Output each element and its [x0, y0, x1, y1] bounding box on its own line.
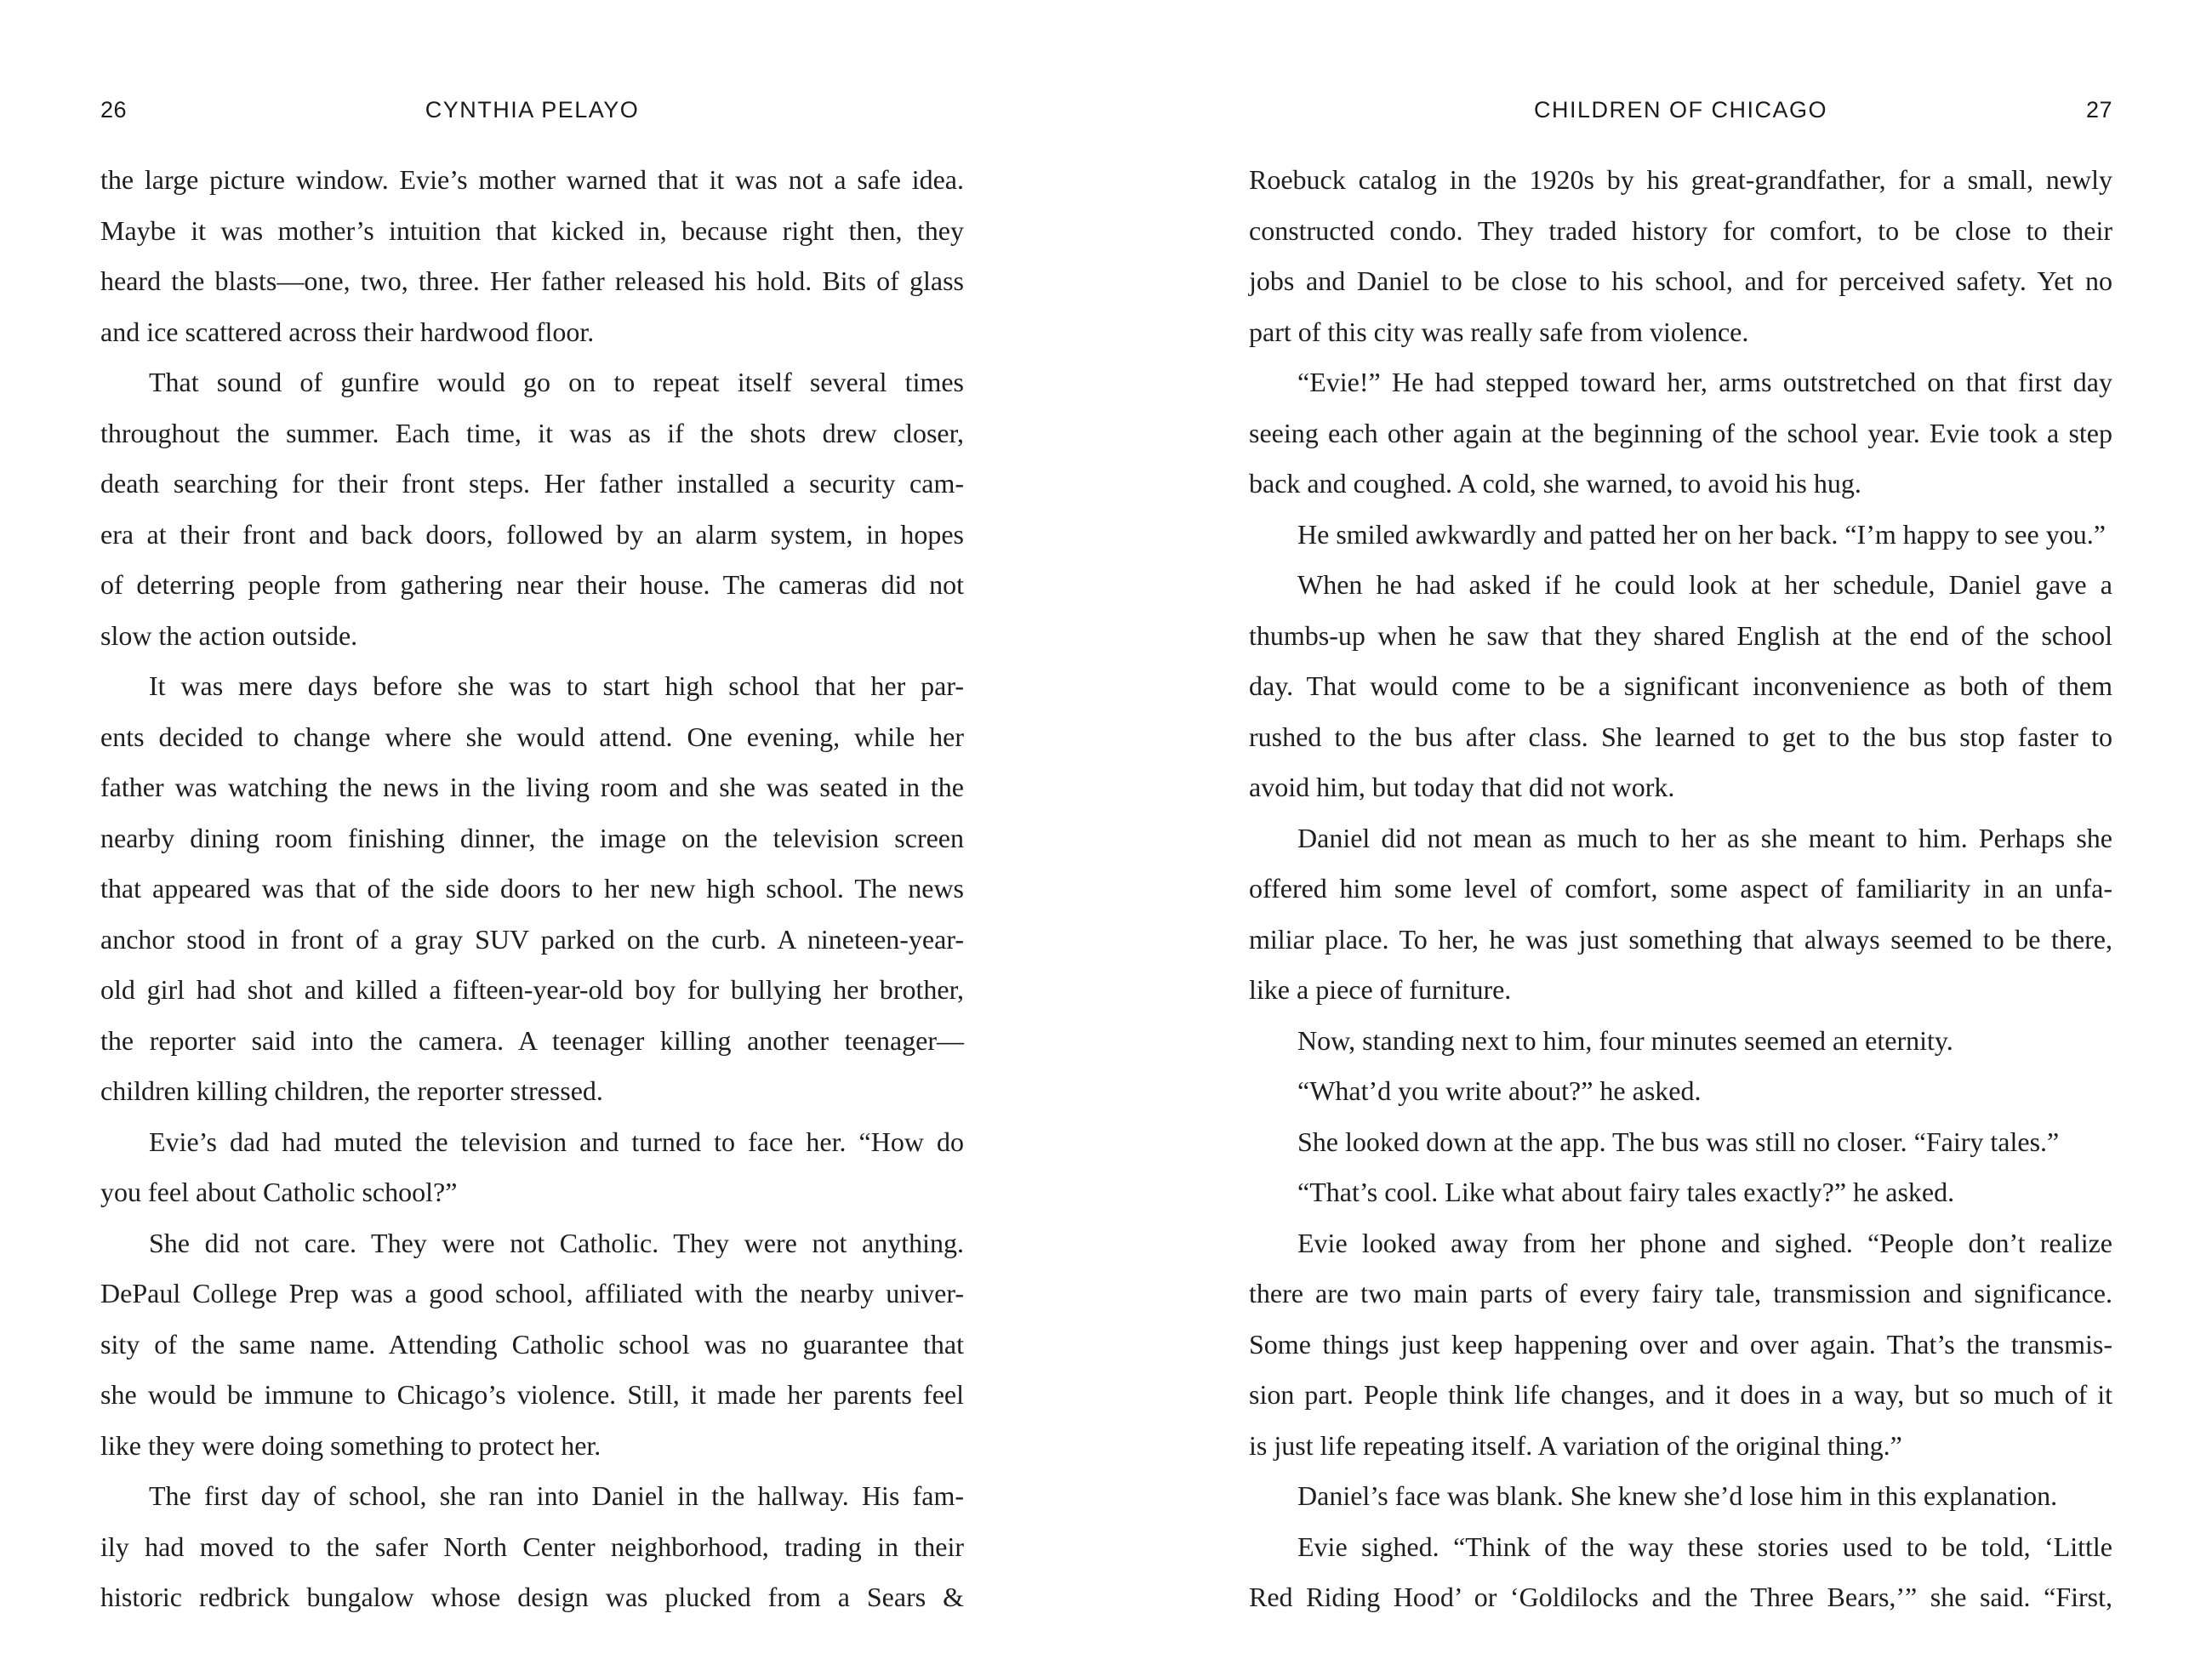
text-line: father was watching the news in the living room and she was seated in the: [100, 772, 964, 802]
page-body-right: [1249, 155, 2112, 1623]
text-line: miliar place. To her, he was just something that always seemed to be there,: [1249, 923, 2112, 955]
text-line: the reporter said into the camera. A teenager killing another teenager—: [100, 1024, 964, 1056]
text-line: Maybe it was mother’s intuition that kicked in, because right then, they: [100, 214, 964, 246]
text-line: like they were doing something to protect her.: [100, 1429, 601, 1461]
running-header-author: CYNTHIA PELAYO: [425, 97, 640, 123]
text-line: “That’s cool. Like what about fairy tales exactly?” he asked.: [1297, 1177, 1955, 1207]
text-line: children killing children, the reporter stressed.: [100, 1075, 603, 1106]
text-line: jobs and Daniel to be close to his school, and for perceived safety. Yet no: [1249, 265, 2112, 296]
text-line: offered him some level of comfort, some aspect of familiarity in an unfa-: [1249, 873, 2112, 904]
text-line: you feel about Catholic school?”: [100, 1177, 458, 1207]
text-line: back and coughed. A cold, she warned, to avoid his hug.: [1249, 468, 1861, 499]
text-line: ily had moved to the safer North Center neighborhood, trading in their: [100, 1531, 964, 1562]
page-number-left: 26: [100, 97, 128, 123]
text-line: that appeared was that of the side doors to her new high school. The news: [100, 873, 964, 904]
text-line: like a piece of furniture.: [1249, 974, 1512, 1005]
text-line: day. That would come to be a significant inconvenience as both of them: [1249, 670, 2112, 701]
text-line: heard the blasts—one, two, three. Her father released his hold. Bits of glass: [100, 265, 964, 296]
page-body-left: [100, 155, 964, 1623]
text-line: When he had asked if he could look at her schedule, Daniel gave a: [1297, 569, 2112, 600]
text-line: there are two main parts of every fairy tale, transmission and significance.: [1249, 1278, 2112, 1308]
text-line: Some things just keep happening over and over again. That’s the transmis-: [1249, 1328, 2112, 1360]
text-line: Roebuck catalog in the 1920s by his great-grandfather, for a small, newly: [1249, 164, 2112, 195]
text-line: constructed condo. They traded history for comfort, to be close to their: [1249, 214, 2112, 246]
text-line: “Evie!” He had stepped toward her, arms outstretched on that first day: [1297, 367, 2112, 397]
text-line: rushed to the bus after class. She learned to get to the bus stop faster to: [1249, 721, 2112, 752]
text-line: sity of the same name. Attending Catholic school was no guarantee that: [100, 1328, 964, 1360]
page-header-left: [100, 95, 964, 124]
text-line: seeing each other again at the beginning of the school year. Evie took a step: [1249, 417, 2112, 448]
text-line: She did not care. They were not Catholic. They were not anything.: [149, 1227, 964, 1258]
page-number-right: 27: [2085, 97, 2112, 123]
text-line: She looked down at the app. The bus was still no closer. “Fairy tales.”: [1297, 1126, 2060, 1157]
text-line: nearby dining room finishing dinner, the image on the television screen: [100, 822, 964, 853]
text-line: Evie’s dad had muted the television and turned to face her. “How do: [149, 1126, 964, 1157]
page-right: [1249, 0, 2112, 1659]
text-line: she would be immune to Chicago’s violence. Still, it made her parents feel: [100, 1379, 964, 1410]
text-line: of deterring people from gathering near their house. The cameras did not: [100, 569, 964, 600]
running-header-book-title: CHILDREN OF CHICAGO: [1533, 97, 1828, 123]
text-line: ents decided to change where she would attend. One evening, while her: [100, 721, 964, 752]
text-line: “What’d you write about?” he asked.: [1297, 1075, 1702, 1106]
text-line: He smiled awkwardly and patted her on her back. “I’m happy to see you.”: [1297, 518, 2106, 550]
text-line: Evie looked away from her phone and sighed. “People don’t realize: [1297, 1227, 2112, 1258]
text-line: anchor stood in front of a gray SUV parked on the curb. A nineteen-year-: [100, 923, 964, 955]
page-left: [100, 0, 964, 1659]
text-line: part of this city was really safe from violence.: [1249, 316, 1749, 347]
text-line: throughout the summer. Each time, it was as if the shots drew closer,: [100, 417, 964, 448]
text-line: era at their front and back doors, followed by an alarm system, in hopes: [100, 518, 964, 550]
text-line: is just life repeating itself. A variation of the original thing.”: [1249, 1429, 1902, 1461]
text-line: slow the action outside.: [100, 619, 358, 651]
text-line: avoid him, but today that did not work.: [1249, 772, 1675, 802]
text-line: DePaul College Prep was a good school, affiliated with the nearby univer-: [100, 1278, 964, 1308]
text-line: Daniel’s face was blank. She knew she’d lose him in this explanation.: [1297, 1480, 2058, 1511]
text-line: Now, standing next to him, four minutes seemed an eternity.: [1297, 1024, 1953, 1056]
text-line: That sound of gunfire would go on to repeat itself several times: [149, 367, 964, 397]
text-line: old girl had shot and killed a fifteen-year-old boy for bullying her brother,: [100, 974, 964, 1005]
text-line: death searching for their front steps. Her father installed a security cam-: [100, 468, 964, 499]
text-line: sion part. People think life changes, and it does in a way, but so much of it: [1249, 1379, 2112, 1410]
text-line: the large picture window. Evie’s mother warned that it was not a safe idea.: [100, 164, 964, 195]
text-line: The first day of school, she ran into Daniel in the hallway. His fam-: [149, 1480, 964, 1511]
text-line: and ice scattered across their hardwood floor.: [100, 316, 595, 347]
text-line: It was mere days before she was to start high school that her par-: [149, 670, 964, 701]
text-line: historic redbrick bungalow whose design was plucked from a Sears &: [100, 1582, 964, 1612]
text-line: Red Riding Hood’ or ‘Goldilocks and the Three Bears,’” she said. “First,: [1249, 1582, 2112, 1612]
text-line: thumbs-up when he saw that they shared English at the end of the school: [1249, 619, 2112, 651]
text-line: Evie sighed. “Think of the way these stories used to be told, ‘Little: [1297, 1531, 2112, 1562]
page-header-right: [1249, 95, 2112, 124]
text-line: Daniel did not mean as much to her as she meant to him. Perhaps she: [1297, 822, 2112, 853]
